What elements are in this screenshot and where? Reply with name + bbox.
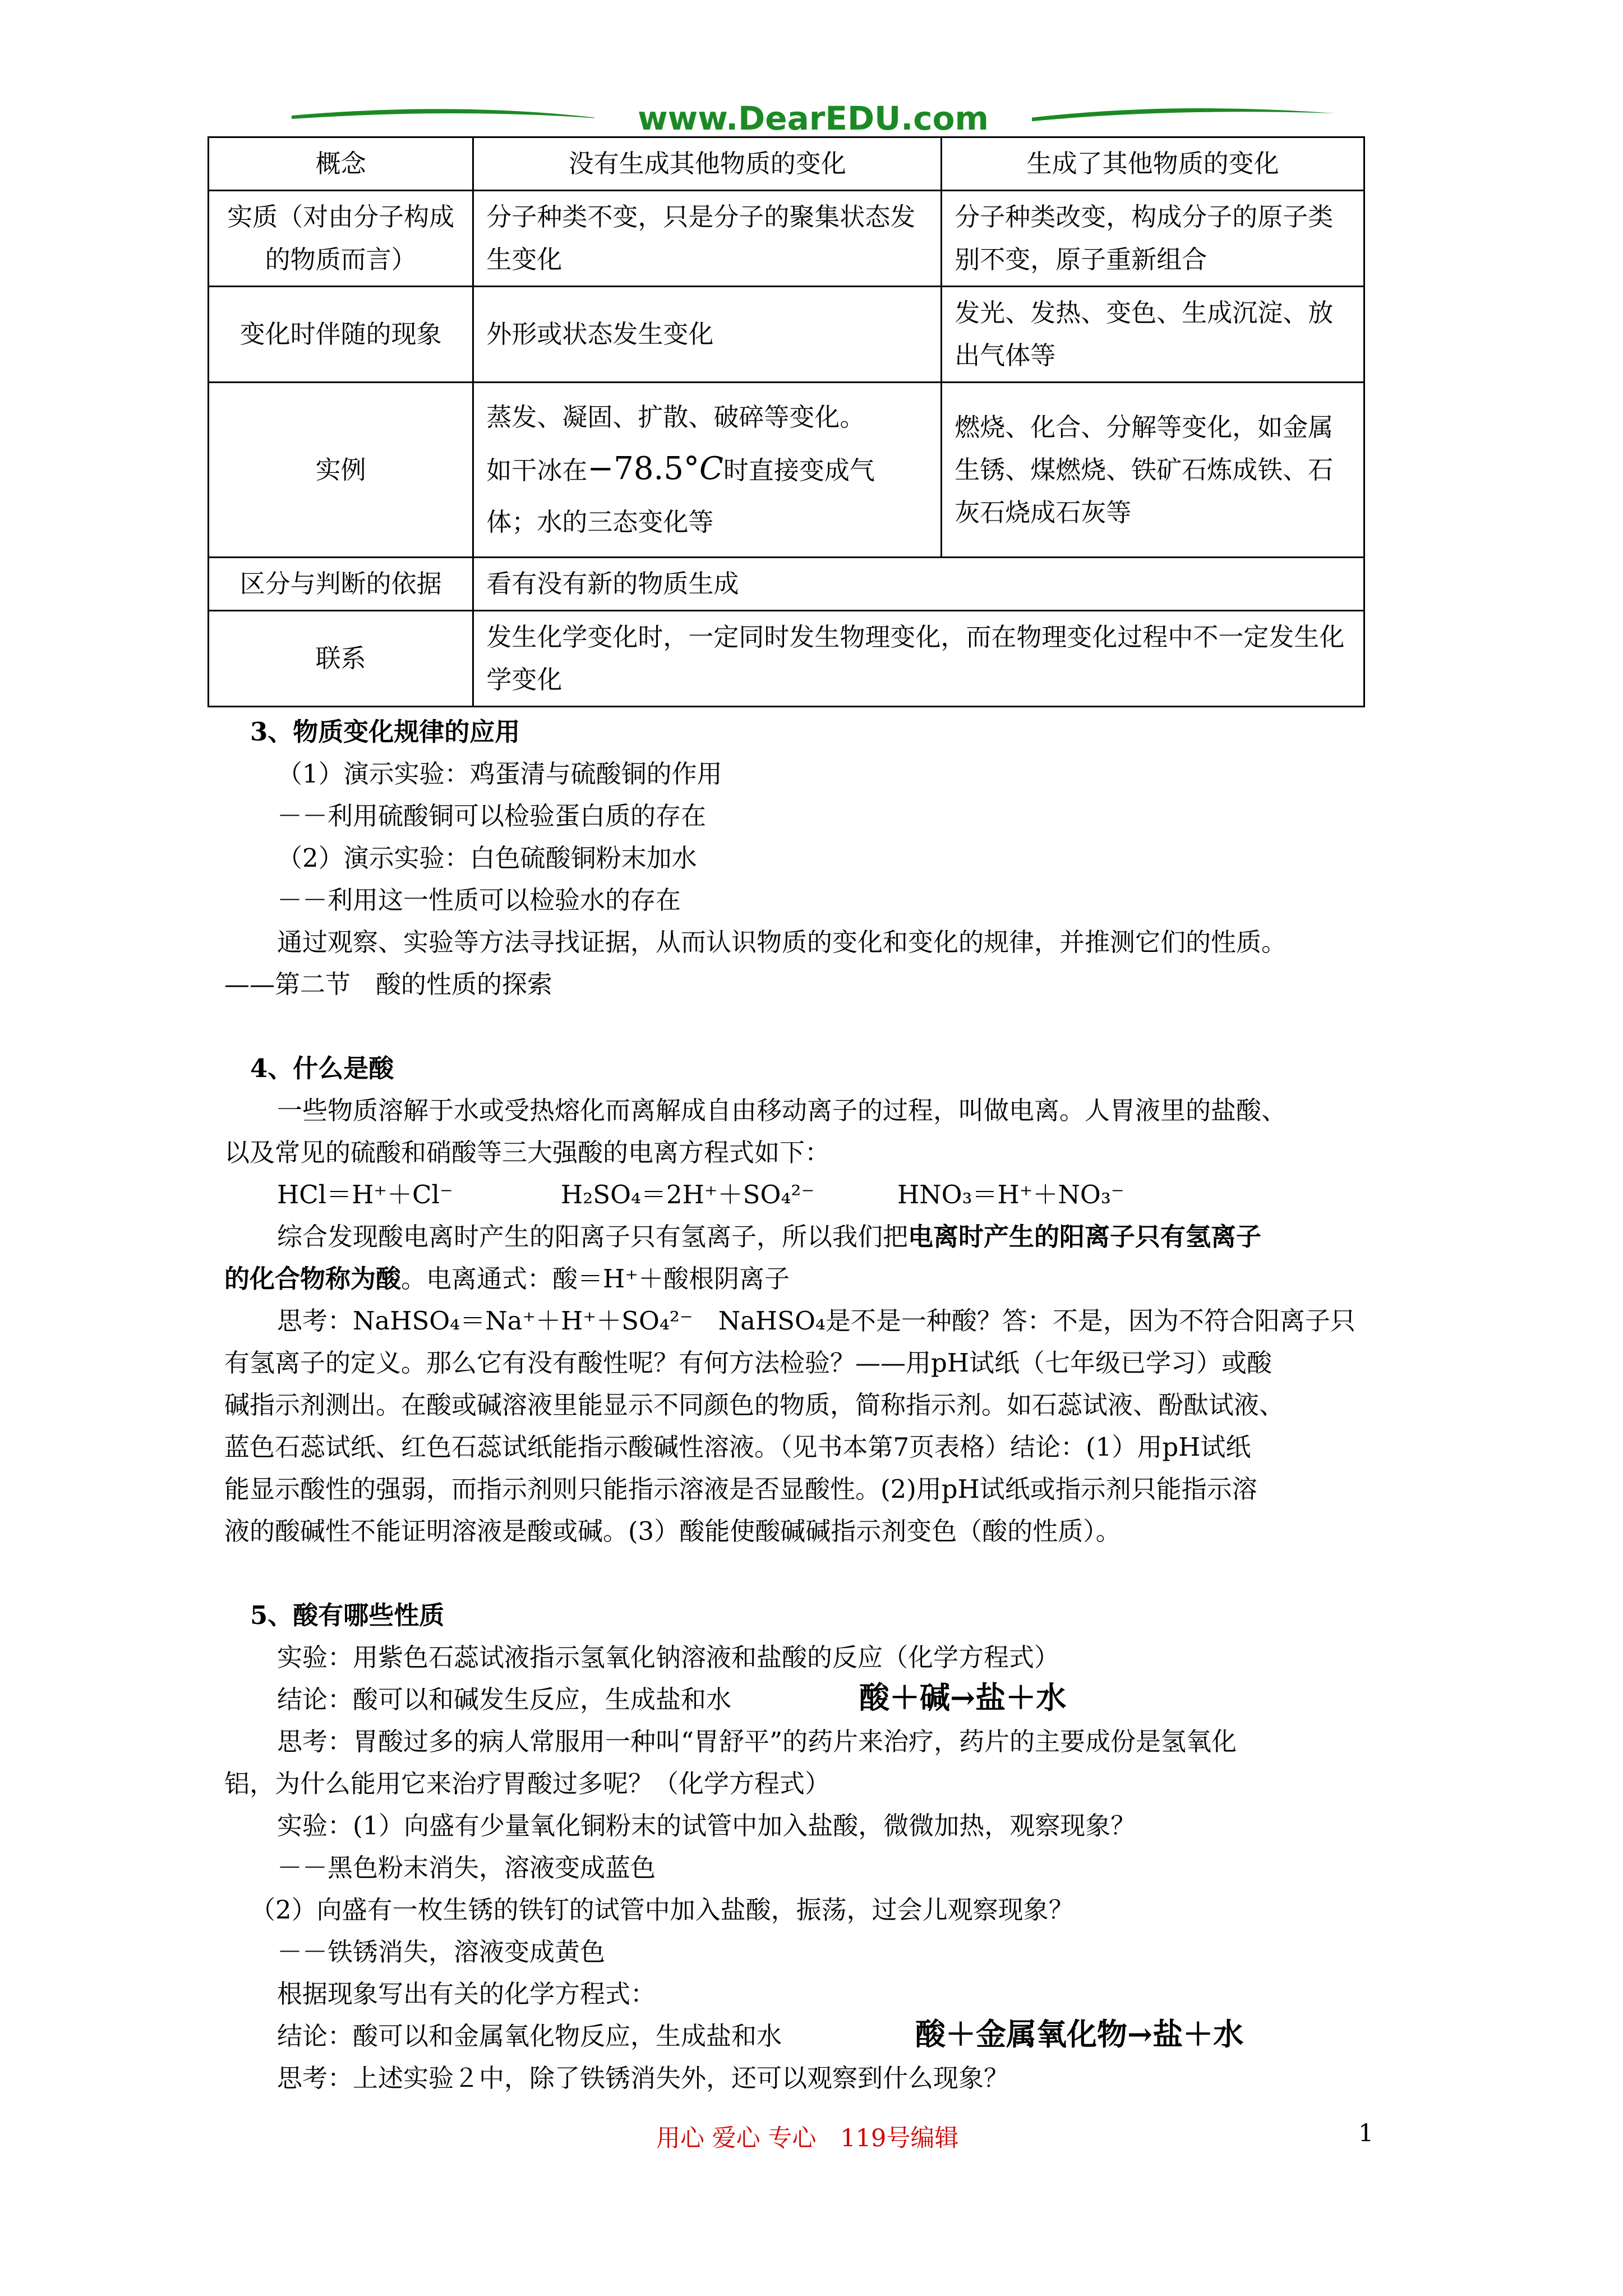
table-row-label: 实例 [209,383,473,558]
paragraph-line [224,1258,790,1300]
table-cell: 发生化学变化时，一定同时发生物理变化，而在物理变化过程中不一定发生化学变化 [473,611,1364,707]
paragraph-line: 思考：胃酸过多的病人常服用一种叫“胃舒平”的药片来治疗，药片的主要成份是氢氧化 [277,1727,1237,1756]
paragraph-line: －－黑色粉末消失，溶液变成蓝色 [277,1853,656,1883]
table-cell: 外形或状态发生变化 [473,287,942,383]
paragraph-line [277,1216,1261,1258]
paragraph-line: －－铁锈消失，溶液变成黄色 [277,1937,606,1967]
table-row [209,611,1364,707]
paragraph-line: 液的酸碱性不能证明溶液是酸或碱。(3）酸能使酸碱碱指示剂变色（酸的性质）。 [224,1516,1121,1546]
table-cell: 发光、发热、变色、生成沉淀、放出气体等 [942,287,1364,383]
paragraph-line: 铝，为什么能用它来治疗胃酸过多呢？（化学方程式） [224,1769,831,1798]
table-row [209,287,1364,383]
temperature-value: −78.5° [587,450,699,487]
paragraph-line: 以及常见的硫酸和硝酸等三大强酸的电离方程式如下： [224,1138,831,1167]
paragraph-line: 通过观察、实验等方法寻找证据，从而认识物质的变化和变化的规律，并推测它们的性质。 [277,927,1287,957]
paragraph-line: －－利用这一性质可以检验水的存在 [277,885,681,915]
header-logo [292,100,1335,139]
table-row [209,191,1364,287]
paragraph-line: 碱指示剂测出。在酸或碱溶液里能显示不同颜色的物质，简称指示剂。如石蕊试液、酚酞试液、 [224,1390,1285,1420]
definition-text: 电离时产生的阳离子只有氢离子 [908,1222,1262,1251]
equation: H₂SO₄＝2H⁺＋SO₄²⁻ [561,1180,815,1209]
text-span: 综合发现酸电离时产生的阳离子只有氢离子，所以我们把 [277,1222,909,1251]
table-header-cell: 没有生成其他物质的变化 [473,137,942,191]
example-line [486,443,928,496]
example-line: 蒸发、凝固、扩散、破碎等变化。 [486,402,865,432]
table-cell: 分子种类改变，构成分子的原子类别不变，原子重新组合 [942,191,1364,287]
paragraph-line: 实验：用紫色石蕊试液指示氢氧化钠溶液和盐酸的反应（化学方程式） [277,1642,1060,1672]
table-header-row [209,137,1364,191]
concept-table [208,136,1365,707]
paragraph-line: 能显示酸性的强弱，而指示剂则只能指示溶液是否显酸性。(2)用pH试纸或指示剂只能指示溶 [224,1474,1257,1504]
table-header-cell: 概念 [209,137,473,191]
paragraph-line: 结论：酸可以和金属氧化物反应，生成盐和水 [277,2021,782,2051]
table-row [209,558,1364,611]
paragraph-line: ——第二节 酸的性质的探索 [224,969,553,999]
paragraph-line: （1）演示实验：鸡蛋清与硫酸铜的作用 [277,759,722,789]
paragraph-line: －－利用硫酸铜可以检验蛋白质的存在 [277,801,707,831]
table-cell [473,383,942,558]
paragraph-line: 实验：(1）向盛有少量氧化铜粉末的试管中加入盐酸，微微加热，观察现象？ [277,1811,1136,1841]
paragraph-line: 结论：酸可以和碱发生反应，生成盐和水 [277,1685,732,1714]
paragraph-line: 蓝色石蕊试纸、红色石蕊试纸能指示酸碱性溶液。（见书本第7页表格）结论：(1）用pH试纸 [224,1432,1251,1462]
table-cell: 分子种类不变，只是分子的聚集状态发生变化 [473,191,942,287]
section-heading: 5、酸有哪些性质 [250,1600,445,1630]
section-heading: 4、什么是酸 [250,1053,394,1083]
table-row-label: 联系 [209,611,473,707]
table-row [209,383,1364,558]
example-text: 如干冰在 [486,455,588,485]
paragraph-line: 思考：上述实验２中，除了铁锈消失外，还可以观察到什么现象？ [277,2063,1009,2093]
footer-text: 用心 爱心 专心 119号编辑 [656,2124,959,2152]
table-row-label: 实质（对由分子构成的物质而言） [209,191,473,287]
paragraph-line: 一些物质溶解于水或受热熔化而离解成自由移动离子的过程，叫做电离。人胃液里的盐酸、 [277,1096,1287,1125]
reaction-rule: 酸＋碱→盐＋水 [859,1680,1067,1715]
reaction-rule: 酸＋金属氧化物→盐＋水 [915,2016,1244,2052]
paragraph-line: 根据现象写出有关的化学方程式： [277,1979,656,2009]
equation: HNO₃＝H⁺＋NO₃⁻ [897,1180,1124,1209]
table-cell: 看有没有新的物质生成 [473,558,1364,611]
table-cell: 燃烧、化合、分解等变化，如金属生锈、煤燃烧、铁矿石炼成铁、石灰石烧成石灰等 [942,383,1364,558]
page-number: 1 [1358,2119,1374,2147]
temperature-unit: C [699,450,723,487]
paragraph-line: 思考：NaHSO₄＝Na⁺＋H⁺＋SO₄²⁻ NaHSO₄是不是一种酸？答：不是，因为不符合阳离子只 [277,1306,1355,1336]
equation: HCl＝H⁺＋Cl⁻ [277,1180,453,1209]
paragraph-line: （2）演示实验：白色硫酸铜粉末加水 [277,843,697,873]
table-header-cell: 生成了其他物质的变化 [942,137,1364,191]
example-text: 时直接变成气 [723,455,875,485]
temperature-formula [587,450,723,487]
table-row-label: 区分与判断的依据 [209,558,473,611]
text-span: 。电离通式：酸＝H⁺＋酸根阴离子 [401,1264,790,1294]
section-heading: 3、物质变化规律的应用 [250,717,520,747]
paragraph-line: （2）向盛有一枚生锈的铁钉的试管中加入盐酸，振荡，过会儿观察现象？ [250,1895,1074,1925]
table-row-label: 变化时伴随的现象 [209,287,473,383]
definition-text: 的化合物称为酸 [224,1264,402,1294]
example-line: 体；水的三态变化等 [486,507,714,537]
site-name: www.DearEDU.com [594,100,1032,137]
paragraph-line: 有氢离子的定义。那么它有没有酸性呢？有何方法检验？——用pH试纸（七年级已学习）或酸 [224,1348,1272,1378]
